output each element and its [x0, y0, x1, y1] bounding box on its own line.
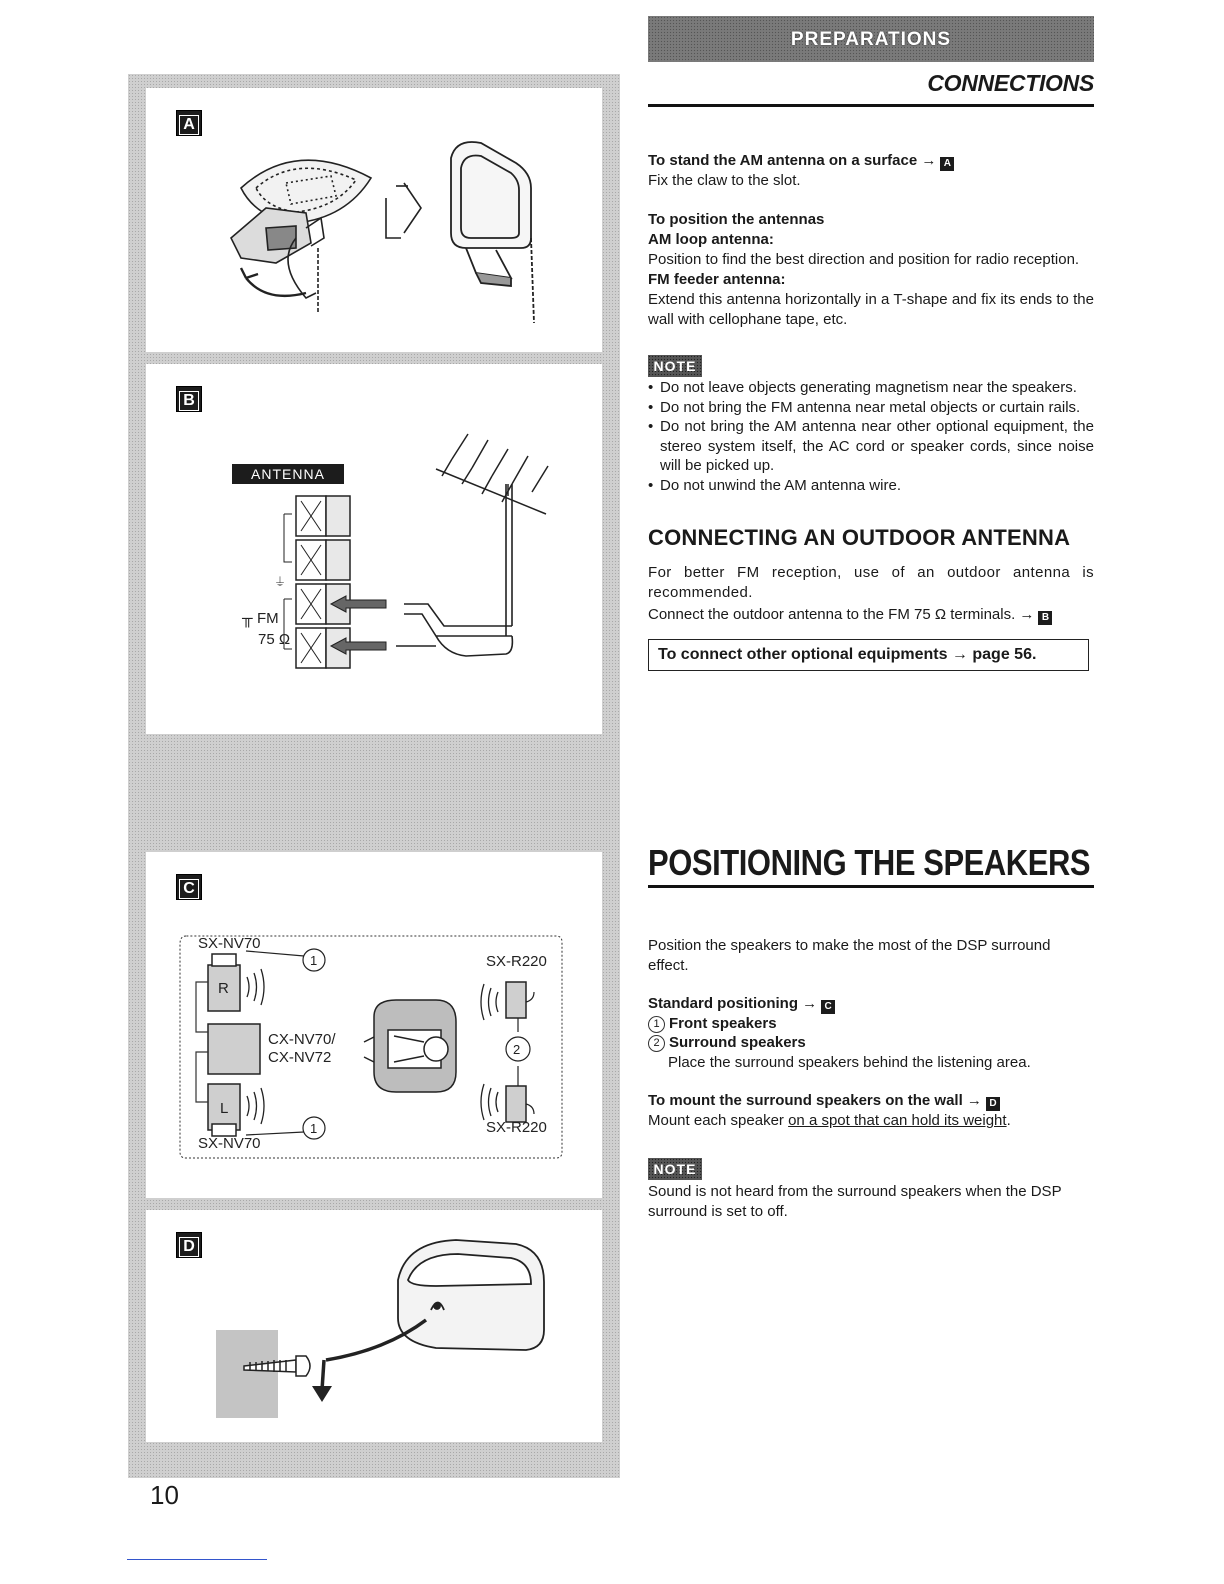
page-number: 10	[150, 1480, 179, 1510]
fm-feeder-text: Extend this antenna horizontally in a T-shape and fix its ends to the wall with cellophane tape, etc.	[648, 291, 1094, 328]
fm-symbol: ╥	[242, 610, 253, 627]
standard-positioning-heading: Standard positioning → C	[648, 994, 1094, 1014]
panel-a	[146, 88, 602, 352]
r-mark: R	[218, 980, 229, 997]
outdoor-antenna-text-2: Connect the outdoor antenna to the FM 75 Ω terminals. → B	[648, 605, 1094, 625]
note-item: • Do not bring the FM antenna near metal objects or curtain rails.	[648, 398, 1094, 418]
speaker-positioning-illustration	[146, 852, 602, 1198]
section-title: CONNECTIONS	[927, 70, 1094, 96]
illustration-column	[128, 74, 620, 1478]
mark-2: 2	[513, 1042, 521, 1057]
banner-title: PREPARATIONS	[790, 29, 952, 50]
stand-antenna-heading: To stand the AM antenna on a surface → A	[648, 151, 1094, 171]
am-loop-text: Position to find the best direction and position for radio reception.	[648, 251, 1080, 268]
front-speakers-item: 1 Front speakers	[648, 1014, 1094, 1034]
panel-c-letter: C	[176, 874, 202, 900]
surround-speakers-text: Place the surround speakers behind the listening area.	[668, 1054, 1031, 1071]
section-banner	[648, 16, 1094, 62]
ref-panel-d: D	[986, 1097, 1000, 1111]
surround-top-label: SX-R220	[486, 953, 547, 970]
panel-d	[146, 1210, 602, 1442]
wall-mount-heading: To mount the surround speakers on the wall → D	[648, 1091, 1094, 1111]
ground-symbol: ⏚	[274, 575, 287, 589]
ref-panel-c: C	[821, 1000, 835, 1014]
positioning-speakers-title: POSITIONING THE SPEAKERS	[648, 842, 1091, 883]
note-item: • Do not bring the AM antenna near other optional equipment, the stereo system itself, the AC cord or speaker cords, since noise will be picked up.	[648, 417, 1094, 476]
speakers-note-badge: NOTE	[648, 1158, 702, 1180]
surround-bottom-label: SX-R220	[486, 1119, 547, 1136]
position-antennas-heading: To position the antennas	[648, 211, 825, 228]
center-label-2: CX-NV72	[268, 1049, 332, 1066]
speakers-note-text: Sound is not heard from the surround speakers when the DSP surround is set to off.	[648, 1183, 1062, 1220]
outdoor-antenna-text-1: For better FM reception, use of an outdoor antenna is recommended.	[648, 564, 1094, 601]
wall-mount-text: Mount each speaker on a spot that can hold its weight.	[648, 1112, 1011, 1129]
outdoor-antenna-heading: CONNECTING AN OUTDOOR ANTENNA	[648, 525, 1071, 550]
ref-panel-b: B	[1038, 611, 1052, 625]
center-label-1: CX-NV70/	[268, 1031, 336, 1048]
note-item: • Do not unwind the AM antenna wire.	[648, 476, 1094, 496]
front-l-label: SX-NV70	[198, 1135, 261, 1152]
front-r-label: SX-NV70	[198, 935, 261, 952]
ref-panel-a: A	[940, 157, 954, 171]
circled-1: 1	[648, 1016, 665, 1033]
note-item: • Do not leave objects generating magnetism near the speakers.	[648, 378, 1094, 398]
note-badge: NOTE	[648, 355, 702, 377]
surround-speakers-item: 2 Surround speakers	[648, 1033, 1094, 1053]
mark-1-bottom: 1	[310, 1121, 318, 1136]
speakers-intro: Position the speakers to make the most of the DSP surround effect.	[648, 937, 1051, 974]
ohm-label: 75 Ω	[258, 631, 291, 648]
am-loop-antenna-illustration	[146, 88, 602, 352]
circled-2: 2	[648, 1035, 665, 1052]
positioning-rule	[648, 885, 1094, 888]
l-mark: L	[220, 1100, 229, 1117]
antenna-label: ANTENNA	[232, 464, 344, 484]
stand-antenna-text: Fix the claw to the slot.	[648, 172, 801, 189]
mark-1-top: 1	[310, 953, 318, 968]
fm-feeder-heading: FM feeder antenna:	[648, 271, 786, 288]
panel-a-letter: A	[176, 110, 202, 136]
panel-d-letter: D	[176, 1232, 202, 1258]
panel-c	[146, 852, 602, 1198]
panel-b-letter: B	[176, 386, 202, 412]
fm-label: FM	[257, 610, 279, 627]
section-rule	[648, 104, 1094, 107]
bottom-rule	[127, 1559, 267, 1560]
am-loop-heading: AM loop antenna:	[648, 231, 774, 248]
connections-notes	[648, 378, 1094, 495]
panel-b	[146, 364, 602, 734]
wall-mount-illustration	[146, 1210, 602, 1442]
outdoor-antenna-connection-illustration	[146, 364, 602, 734]
optional-equipment-link[interactable]: To connect other optional equipments → page 56.	[648, 639, 1089, 671]
